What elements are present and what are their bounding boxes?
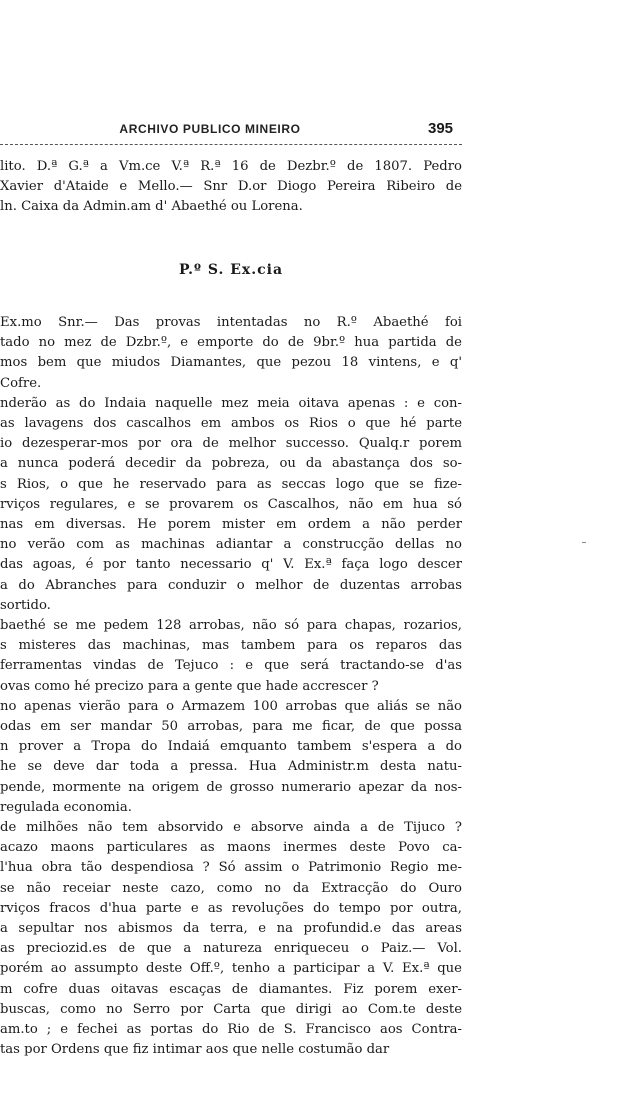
text-line: s Rios, o que he reservado para as seccas logo que se fize- (0, 476, 462, 492)
text-line: s misteres das machinas, mas tambem para os reparos das (0, 638, 462, 654)
text-line: no apenas vierão para o Armazem 100 arrobas que aliás se não (0, 698, 462, 714)
text-line: Ex.mo Snr.— Das provas intentadas no R.º Abaethé foi (0, 315, 462, 330)
text-line: sortido. (0, 597, 51, 613)
text-line: a nunca poderá decedir da pobreza, ou da abastança dos so- (0, 456, 462, 472)
text-line: pende, mormente na origem de grosso numerario apezar da nos- (0, 779, 462, 795)
text-line: am.to ; e fechei as portas do Rio de S. Francisco aos Contra- (0, 1022, 462, 1037)
page-number: 395 (428, 120, 454, 137)
text-line: lito. D.ª G.ª a Vm.ce V.ª R.ª 16 de Dezbr.º de 1807. Pedro (0, 159, 462, 174)
text-line: l'hua obra tão despendiosa ? Só assim o Patrimonio Regio me- (0, 860, 462, 876)
letter-heading: P.º S. Ex.cia (178, 262, 284, 278)
text-line: ferramentas vindas de Tejuco : e que será tractando-se d'as (0, 658, 462, 674)
text-line: tado no mez de Dzbr.º, e emporte do de 9br.º hua partida de (0, 335, 462, 351)
header-rule (0, 144, 462, 145)
running-title: ARCHIVO PUBLICO MINEIRO (119, 122, 301, 136)
text-line: acazo maons particulares as maons inermes deste Povo ca- (0, 840, 462, 856)
text-line: nas em diversas. He porem mister em ordem a não perder (0, 517, 462, 532)
text-line: porém ao assumpto deste Off.º, tenho a participar a V. Ex.ª que (0, 961, 462, 977)
text-line: Cofre. (0, 375, 42, 391)
text-line: se não receiar neste cazo, como no da Extracção do Ouro (0, 880, 462, 896)
text-line: buscas, como no Serro por Carta que dirigi ao Com.te deste (0, 1001, 462, 1017)
text-line: as lavagens dos cascalhos em ambos os Rios o que hé parte (0, 416, 462, 431)
scan-mark (582, 542, 586, 543)
text-line: mos bem que miudos Diamantes, que pezou 18 vintens, e q' (0, 355, 462, 371)
text-line: a sepultar nos abismos da terra, e na profundid.e das areas (0, 921, 462, 936)
text-line: tas por Ordens que fiz intimar aos que nelle costumão dar (0, 1042, 390, 1058)
text-line: a do Abranches para conduzir o melhor de duzentas arrobas (0, 577, 462, 593)
text-line: odas em ser mandar 50 arrobas, para me ficar, de que possa (0, 719, 462, 734)
text-line: ln. Caixa da Admin.am d' Abaethé ou Lorena. (0, 199, 303, 214)
text-line: ovas como hé precizo para a gente que hade accrescer ? (0, 678, 379, 694)
text-line: as preciozid.es de que a natureza enriqueceu o Paiz.— Vol. (0, 941, 462, 957)
text-line: io dezesperar-mos por ora de melhor successo. Qualq.r porem (0, 436, 462, 452)
text-line: Xavier d'Ataide e Mello.— Snr D.or Diogo Pereira Ribeiro de (0, 179, 462, 194)
text-line: rviços fracos d'hua parte e as revoluções do tempo por outra, (0, 900, 462, 916)
text-line: regulada economia. (0, 799, 132, 815)
text-line: das agoas, é por tanto necessario q' V. Ex.ª faça logo descer (0, 557, 462, 573)
text-line: m cofre duas oitavas escaças de diamantes. Fiz porem exer- (0, 981, 462, 997)
text-line: nderão as do Indaia naquelle mez meia oitava apenas : e con- (0, 395, 462, 411)
text-line: de milhões não tem absorvido e absorve ainda a de Tijuco ? (0, 820, 462, 835)
text-line: baethé se me pedem 128 arrobas, não só para chapas, rozarios, (0, 618, 462, 633)
text-line: he se deve dar toda a pressa. Hua Administr.m desta natu- (0, 759, 462, 775)
running-head (0, 120, 462, 142)
text-line: no verão com as machinas adiantar a construcção dellas no (0, 537, 462, 553)
text-line: n prover a Tropa do Indaiá emquanto tambem s'espera a do (0, 739, 462, 755)
text-line: rviços regulares, e se provarem os Cascalhos, não em hua só (0, 496, 462, 512)
